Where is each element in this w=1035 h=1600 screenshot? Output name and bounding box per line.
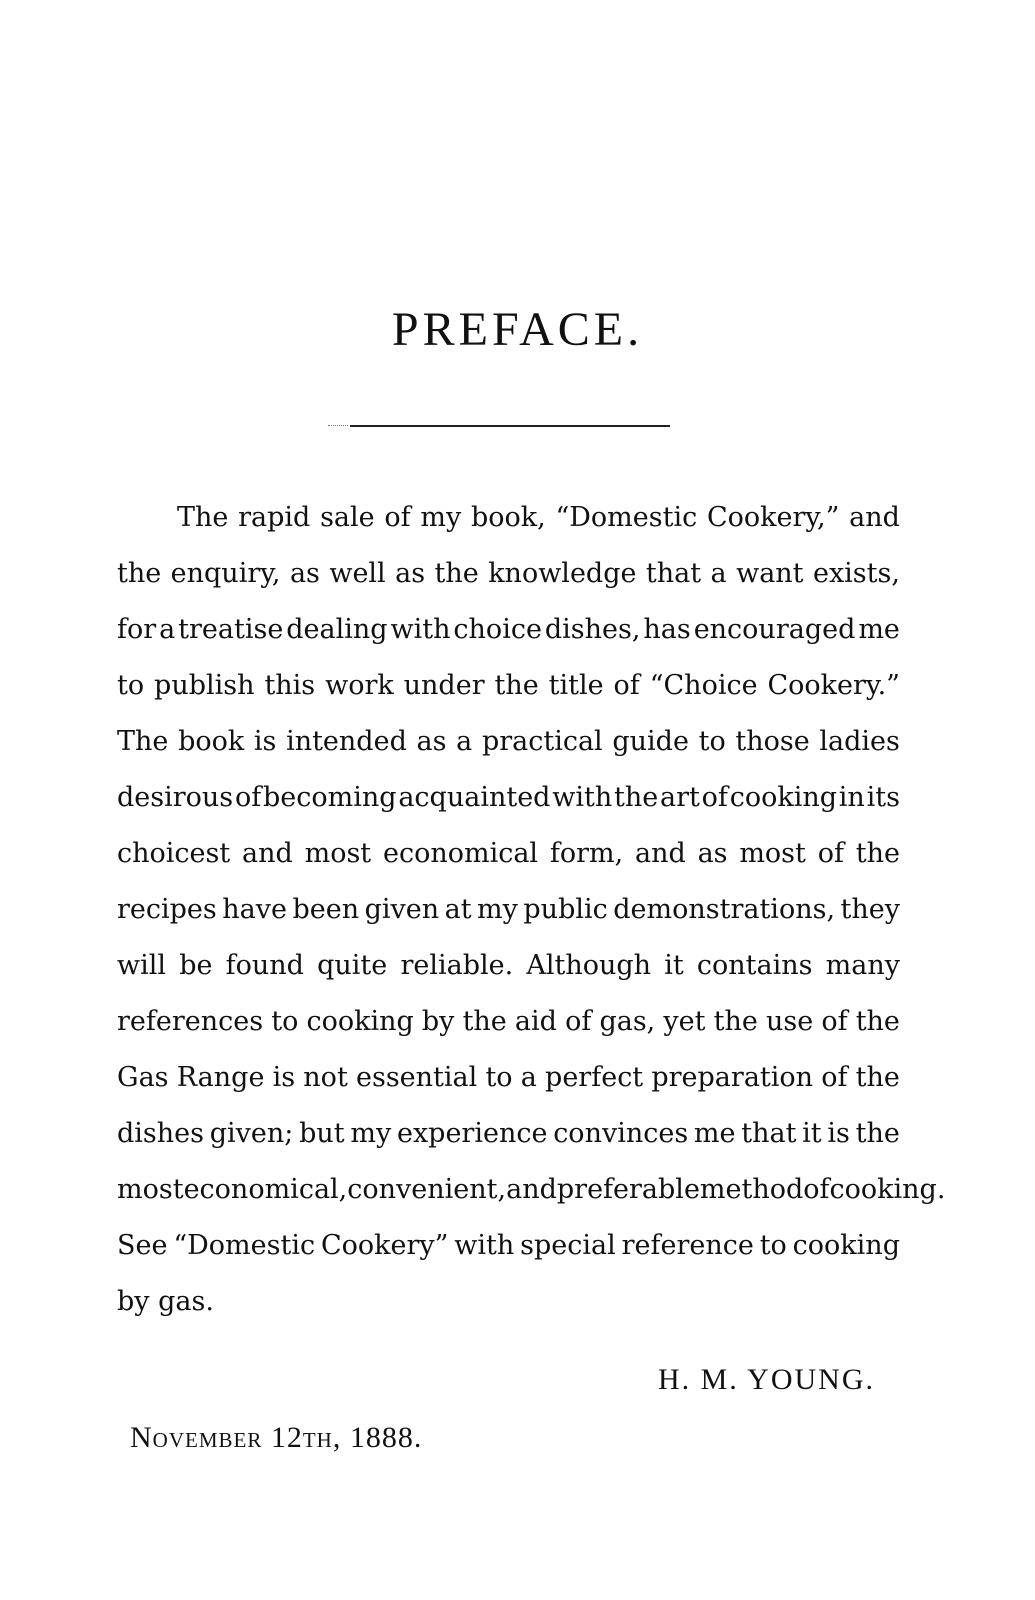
word: book, xyxy=(470,502,546,533)
word: work xyxy=(325,670,394,701)
word: given; xyxy=(209,1118,294,1149)
word: economical, xyxy=(183,1174,348,1205)
word: is xyxy=(827,1118,850,1149)
word: reliable. xyxy=(400,950,514,981)
word: found xyxy=(225,950,304,981)
word: of xyxy=(803,1174,830,1205)
word: ladies xyxy=(819,726,900,757)
word: most xyxy=(739,838,806,869)
word: of xyxy=(821,1062,848,1093)
paragraph-line xyxy=(117,1162,946,1218)
word: acquainted xyxy=(398,782,551,813)
word: public xyxy=(523,894,608,925)
word: the xyxy=(855,1062,900,1093)
word: want xyxy=(736,558,804,589)
word: it xyxy=(664,950,684,981)
paragraph-line xyxy=(117,658,900,714)
word: knowledge xyxy=(488,558,637,589)
word: of xyxy=(817,838,844,869)
word: with xyxy=(552,782,613,813)
word: the xyxy=(614,782,659,813)
word: Cookery.” xyxy=(767,670,900,701)
word: experience xyxy=(396,1118,548,1149)
word: Cookery” xyxy=(320,1230,449,1261)
word: been xyxy=(292,894,360,925)
word: at xyxy=(444,894,472,925)
word: and xyxy=(635,838,686,869)
word: art xyxy=(660,782,700,813)
word: recipes xyxy=(117,894,217,925)
word: to xyxy=(698,726,726,757)
word: under xyxy=(403,670,485,701)
preface-date: November 12th, 1888. xyxy=(130,1421,423,1454)
word: preparation xyxy=(651,1062,814,1093)
word: perfect xyxy=(545,1062,644,1093)
word: for xyxy=(117,614,157,645)
paragraph-line xyxy=(117,1050,900,1106)
word: Range xyxy=(176,1062,265,1093)
word: a xyxy=(710,558,727,589)
word: becoming xyxy=(262,782,397,813)
word: be xyxy=(179,950,213,981)
word: practical xyxy=(481,726,603,757)
word: with xyxy=(390,614,451,645)
word: Although xyxy=(526,950,652,981)
paragraph-line xyxy=(117,770,900,826)
word: to xyxy=(117,670,145,701)
title-divider-rule xyxy=(350,425,670,427)
paragraph-line xyxy=(117,882,900,938)
paragraph-line xyxy=(117,490,900,546)
word: preferable xyxy=(556,1174,700,1205)
word: essential xyxy=(355,1062,478,1093)
word: the xyxy=(855,838,900,869)
word: this xyxy=(264,670,316,701)
paragraph-line xyxy=(117,938,900,994)
word: cooking xyxy=(306,1006,414,1037)
word: desirous xyxy=(117,782,234,813)
word: of xyxy=(701,782,728,813)
word: has xyxy=(643,614,691,645)
word: title xyxy=(548,670,604,701)
paragraph-line xyxy=(117,1106,900,1162)
word: sale xyxy=(320,502,375,533)
word: to xyxy=(271,1006,299,1037)
word: yet xyxy=(663,1006,706,1037)
title-rule-dotted-lead xyxy=(328,425,348,426)
word: of xyxy=(234,782,262,813)
paragraph-line xyxy=(117,994,900,1050)
word: the xyxy=(462,1006,507,1037)
word: of xyxy=(613,670,640,701)
word: dealing xyxy=(286,614,388,645)
word: the xyxy=(117,558,162,589)
word: cooking xyxy=(729,782,838,813)
word: most xyxy=(304,838,372,869)
word: they xyxy=(840,894,900,925)
word: references xyxy=(117,1006,264,1037)
word: aid xyxy=(514,1006,557,1037)
word: economical xyxy=(382,838,539,869)
word: of xyxy=(565,1006,592,1037)
word: gas, xyxy=(599,1006,656,1037)
word: book xyxy=(178,726,245,757)
word: of xyxy=(384,502,411,533)
word: as xyxy=(416,726,447,757)
word: will xyxy=(117,950,167,981)
word: special xyxy=(520,1230,616,1261)
word: the xyxy=(855,1118,900,1149)
paragraph-line xyxy=(117,1218,900,1274)
word: “Choice xyxy=(649,670,758,701)
word: and xyxy=(849,502,900,533)
word: Cookery,” xyxy=(706,502,840,533)
word: form, xyxy=(549,838,624,869)
word: many xyxy=(825,950,900,981)
word: dishes, xyxy=(544,614,641,645)
author-signature: H. M. YOUNG. xyxy=(657,1363,875,1396)
word: is xyxy=(253,726,277,757)
page-title: PREFACE. xyxy=(391,303,644,356)
word: reference xyxy=(621,1230,754,1261)
word: to xyxy=(759,1230,787,1261)
word: convinces xyxy=(553,1118,689,1149)
word: of xyxy=(821,1006,848,1037)
word: that xyxy=(645,558,702,589)
word: exists, xyxy=(812,558,900,589)
word: a xyxy=(159,614,176,645)
word: choicest xyxy=(117,838,231,869)
word: dishes xyxy=(117,1118,204,1149)
word: The xyxy=(117,726,169,757)
word: in xyxy=(838,782,865,813)
word: that xyxy=(741,1118,797,1149)
word: by xyxy=(421,1006,455,1037)
paragraph-line xyxy=(117,714,900,770)
word: encouraged xyxy=(693,614,856,645)
word: and xyxy=(506,1174,557,1205)
word: rapid xyxy=(238,502,311,533)
word: and xyxy=(242,838,293,869)
word: as xyxy=(395,558,426,589)
word: convenient, xyxy=(347,1174,507,1205)
word: publish xyxy=(154,670,255,701)
word: its xyxy=(866,782,900,813)
word: contains xyxy=(696,950,813,981)
word: “Domestic xyxy=(555,502,698,533)
word: me xyxy=(858,614,900,645)
word: method xyxy=(699,1174,804,1205)
word: not xyxy=(303,1062,348,1093)
word: as xyxy=(289,558,320,589)
word: cooking. xyxy=(829,1174,946,1205)
word: “Domestic xyxy=(173,1230,316,1261)
paragraph-line-text: by gas. xyxy=(117,1286,214,1317)
word: the xyxy=(713,1006,758,1037)
word: my xyxy=(477,894,518,925)
word: choice xyxy=(453,614,542,645)
paragraph-line xyxy=(117,546,900,602)
word: most xyxy=(117,1174,184,1205)
word: the xyxy=(434,558,479,589)
word: to xyxy=(485,1062,513,1093)
word: me xyxy=(693,1118,736,1149)
word: a xyxy=(456,726,473,757)
word: The xyxy=(177,502,229,533)
word: quite xyxy=(317,950,388,981)
word: See xyxy=(117,1230,168,1261)
word: the xyxy=(855,1006,900,1037)
word: is xyxy=(272,1062,296,1093)
word: treatise xyxy=(178,614,284,645)
word: those xyxy=(735,726,810,757)
word: intended xyxy=(286,726,407,757)
word: given xyxy=(364,894,440,925)
word: use xyxy=(765,1006,814,1037)
word: but xyxy=(299,1118,345,1149)
word: it xyxy=(802,1118,822,1149)
word: my xyxy=(350,1118,392,1149)
word: well xyxy=(329,558,386,589)
word: Gas xyxy=(117,1062,169,1093)
word: demonstrations, xyxy=(613,894,836,925)
word: as xyxy=(697,838,728,869)
paragraph-line xyxy=(117,826,900,882)
word: with xyxy=(454,1230,515,1261)
word: the xyxy=(494,670,539,701)
word: guide xyxy=(612,726,689,757)
paragraph-line xyxy=(117,1274,900,1330)
word: cooking xyxy=(792,1230,900,1261)
paragraph-line xyxy=(117,602,900,658)
preface-paragraph xyxy=(117,490,946,1330)
word: enquiry, xyxy=(170,558,281,589)
word: a xyxy=(520,1062,537,1093)
word: my xyxy=(420,502,462,533)
word: have xyxy=(222,894,287,925)
